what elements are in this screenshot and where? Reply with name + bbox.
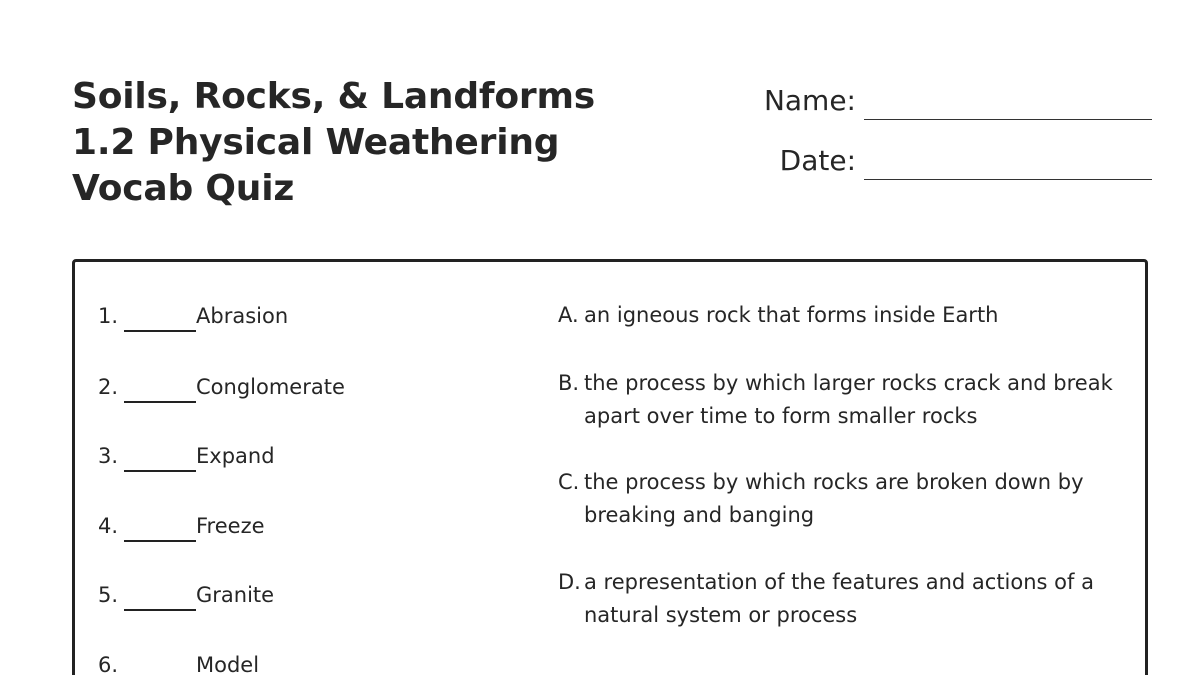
term-number: 5. (98, 583, 119, 607)
term-item (98, 302, 288, 330)
term-word: Conglomerate (196, 375, 345, 399)
term-item (98, 442, 275, 470)
definition-letter: B. (558, 371, 580, 395)
term-number: 2. (98, 375, 119, 399)
term-number: 4. (98, 514, 119, 538)
definition-text: the process by which rocks are broken down by breaking and banging (584, 470, 1084, 527)
page-title (72, 74, 595, 212)
term-number: 6. (98, 653, 119, 675)
title-line-1: Soils, Rocks, & Landforms (72, 76, 595, 117)
definition-letter: A. (558, 303, 579, 327)
term-item (98, 581, 274, 609)
answer-blank[interactable] (124, 587, 196, 611)
definition-letter: D. (558, 570, 581, 594)
title-line-3: Vocab Quiz (72, 168, 295, 209)
term-item (98, 373, 345, 401)
term-word: Granite (196, 583, 275, 607)
answer-blank[interactable] (124, 379, 196, 403)
date-label: Date: (779, 144, 856, 177)
definition-item (558, 566, 1118, 632)
definition-text: the process by which larger rocks crack and break apart over time to form smaller rocks (584, 371, 1113, 428)
definition-letter: C. (558, 470, 580, 494)
definition-item (558, 367, 1118, 433)
name-field-row (764, 80, 1152, 120)
term-item (98, 512, 265, 540)
term-word: Freeze (196, 514, 265, 538)
term-item (98, 651, 259, 675)
term-word: Expand (196, 444, 275, 468)
title-line-2: 1.2 Physical Weathering (72, 122, 560, 163)
answer-blank[interactable] (124, 518, 196, 542)
term-word: Model (196, 653, 260, 675)
term-number: 1. (98, 304, 119, 328)
term-number: 3. (98, 444, 119, 468)
definition-text: an igneous rock that forms inside Earth (584, 303, 999, 327)
name-blank-line[interactable] (864, 119, 1152, 120)
term-word: Abrasion (196, 304, 289, 328)
definition-item (558, 466, 1118, 532)
answer-blank[interactable] (124, 657, 196, 675)
answer-blank[interactable] (124, 448, 196, 472)
definition-text: a representation of the features and actions of a natural system or process (584, 570, 1094, 627)
date-field-row (780, 140, 1152, 180)
answer-blank[interactable] (124, 308, 196, 332)
name-label: Name: (763, 84, 856, 117)
date-blank-line[interactable] (864, 179, 1152, 180)
definition-item (558, 299, 1118, 332)
